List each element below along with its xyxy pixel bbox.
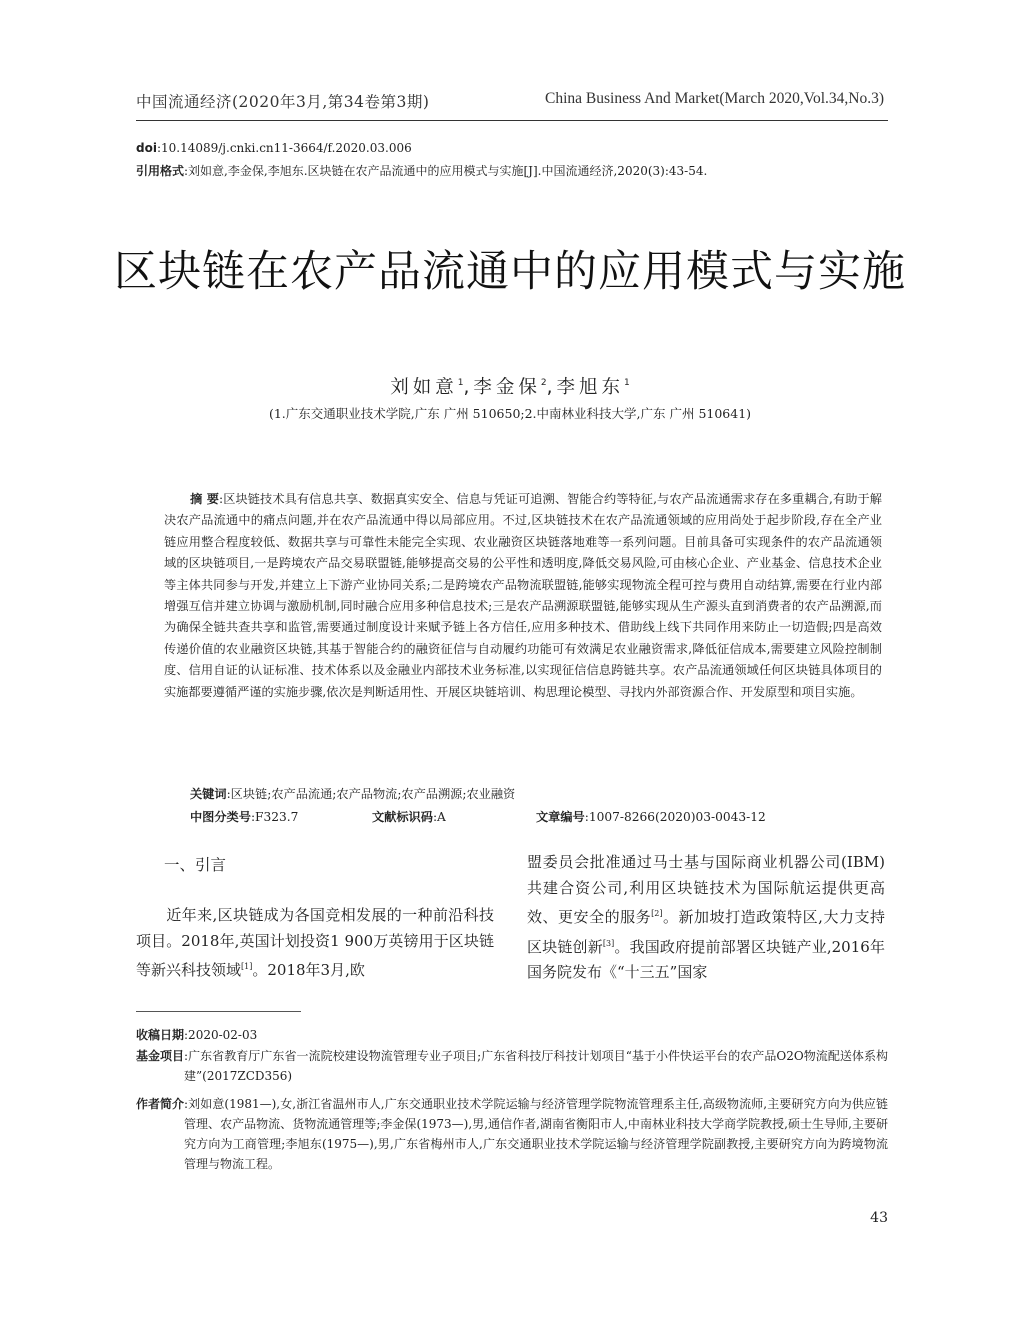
author-name: 李金保 <box>473 377 541 398</box>
author-affiliations: (1.广东交通职业技术学院,广东 广州 510650;2.中南林业科技大学,广东 广州 510641) <box>268 406 752 421</box>
article-number-label: 文章编号 <box>536 810 585 824</box>
doi-label: doi <box>136 141 157 155</box>
keywords-line <box>190 785 515 802</box>
doi-value: :10.14089/j.cnki.cn11-3664/f.2020.03.006 <box>156 141 412 155</box>
citation-value: :刘如意,李金保,李旭东.区块链在农产品流通中的应用模式与实施[J].中国流通经济,2020(3):43-54. <box>184 164 708 178</box>
author-bio-label: 作者简介 <box>136 1097 185 1111</box>
page-number: 43 <box>870 1210 888 1226</box>
citation-label: 引用格式 <box>136 164 185 178</box>
citation-ref: [3] <box>602 938 615 948</box>
doi-line <box>136 141 412 155</box>
author-affiliation-mark: 2 <box>540 378 547 388</box>
author-separator: , <box>463 377 474 398</box>
document-code-value: :A <box>432 810 446 824</box>
author-affiliation-mark: 1 <box>624 378 630 388</box>
keywords-label: 关键词 <box>190 787 227 801</box>
body-paragraph: 盟委员会批准通过马士基与国际商业机器公司(IBM)共建合资公司,利用区块链技术为国际航运提供更高效、更安全的服务[2]。新加坡打造政策特区,大力支持区块链创新[3]。我国政府提前部署区块链产业,2016年国务院发布《“十三五”国家 <box>527 853 885 981</box>
footnote-rule <box>136 1011 301 1012</box>
keywords-text: :区块链;农产品流通;农产品物流;农产品溯源;农业融资 <box>226 787 516 801</box>
article-number <box>536 808 766 825</box>
funding-value: :广东省教育厅广东省一流院校建设物流管理专业子项目;广东省科技厅科技计划项目“基于小件快运平台的农产品O2O物流配送体系构建”(2017ZCD356) <box>184 1049 888 1083</box>
document-code <box>372 808 446 825</box>
footnote-received <box>136 1025 888 1045</box>
document-code-label: 文献标识码 <box>372 810 433 824</box>
abstract-text: :区块链技术具有信息共享、数据真实安全、信息与凭证可追溯、智能合约等特征,与农产品流通需求存在多重耦合,有助于解决农产品流通中的痛点问题,并在农产品流通中得以局部应用。不过,区块链技术在农产品流通领域的应用尚处于起步阶段,存在全产业链应用整合程度较低、数据共享与可靠性未能完全实现、农业融资区块链落地难等一系列问题。目前具备可实现条件的农产品流通领域的区块链项目,一是跨境农产品交易联盟链,能够提高交易的公平性和透明度,降低交易风险,可由核心企业、产业基金、信息技术企业等主体共同参与开发,并建立上下游产业协同关系;二是跨境农产品物流联盟链,能够实现物流全程可控与费用自动结算,需要在行业内部增强互信并建立协调与激励机制,同时融合应用多种信息技术;三是农产品溯源联盟链,能够实现从生产源头直到消费者的农产品溯源,而为确保全链共查共享和监管,需要通过制度设计来赋予链上各方信任,应用多种技术、借助线上线下共同作用来防止一切造假;四是高效传递价值的农业融资区块链,其基于智能合约的融资征信与自动履约功能可有效满足农业融资需求,降低征信成本,需要建立风险控制制度、信用自证的认证标准、技术体系以及金融业内部技术业务标准,以实现征信信息跨链共享。农产品流通领域任何区块链具体项目的实施都要遵循严谨的实施步骤,依次是判断适用性、开展区块链培训、构思理论模型、寻找内外部资源合作、开发原型和项目实施。 <box>164 492 882 699</box>
received-value: :2020-02-03 <box>184 1028 258 1042</box>
header-rule <box>136 120 888 121</box>
author-name: 刘如意 <box>390 377 458 398</box>
citation-ref: [2] <box>651 909 663 918</box>
body-column-left <box>136 903 494 984</box>
abstract <box>164 489 882 703</box>
paper-title: 区块链在农产品流通中的应用模式与实施 <box>114 247 906 297</box>
author-affiliation-mark: 1 <box>457 378 464 388</box>
citation-ref: [1] <box>241 962 253 971</box>
author-name: 李旭东 <box>556 377 625 398</box>
citation-line <box>136 162 707 179</box>
article-number-value: :1007-8266(2020)03-0043-12 <box>584 810 766 824</box>
author-bio-value: :刘如意(1981—),女,浙江省温州市人,广东交通职业技术学院运输与经济管理学院物流管理系主任,高级物流师,主要研究方向为供应链管理、农产品物流、货物流通管理等;李金保(1973—),男,通信作者,湖南省衡阳市人,中南林业科技大学商学院教授,硕士生导师,主要研究方向为工商管理;李旭东(1975—),男,广东省梅州市人,广东交通职业技术学院运输与经济管理学院副教授,主要研究方向为跨境物流管理与物流工程。 <box>184 1097 888 1171</box>
clc-value: :F323.7 <box>250 810 299 824</box>
running-header-journal: 中国流通经济(2020年3月,第34卷第3期) <box>136 93 430 111</box>
funding-label: 基金项目 <box>136 1049 185 1063</box>
clc-label: 中图分类号 <box>190 810 251 824</box>
received-label: 收稿日期 <box>136 1028 185 1042</box>
abstract-label: 摘 要 <box>190 492 219 506</box>
author-list <box>60 373 960 399</box>
footnote-funding <box>136 1046 888 1086</box>
section-heading: 一、引言 <box>164 856 227 874</box>
running-header-english: China Business And Market(March 2020,Vol.34,No.3) <box>545 90 884 107</box>
clc-number <box>190 808 298 825</box>
body-paragraph: 近年来,区块链成为各国竞相发展的一种前沿科技项目。2018年,英国计划投资1 900万英镑用于区块链等新兴科技领域[1]。2018年3月,欧 <box>136 906 494 979</box>
author-separator: , <box>546 377 557 398</box>
footnote-author-bio <box>136 1094 888 1174</box>
body-column-right <box>527 850 885 986</box>
